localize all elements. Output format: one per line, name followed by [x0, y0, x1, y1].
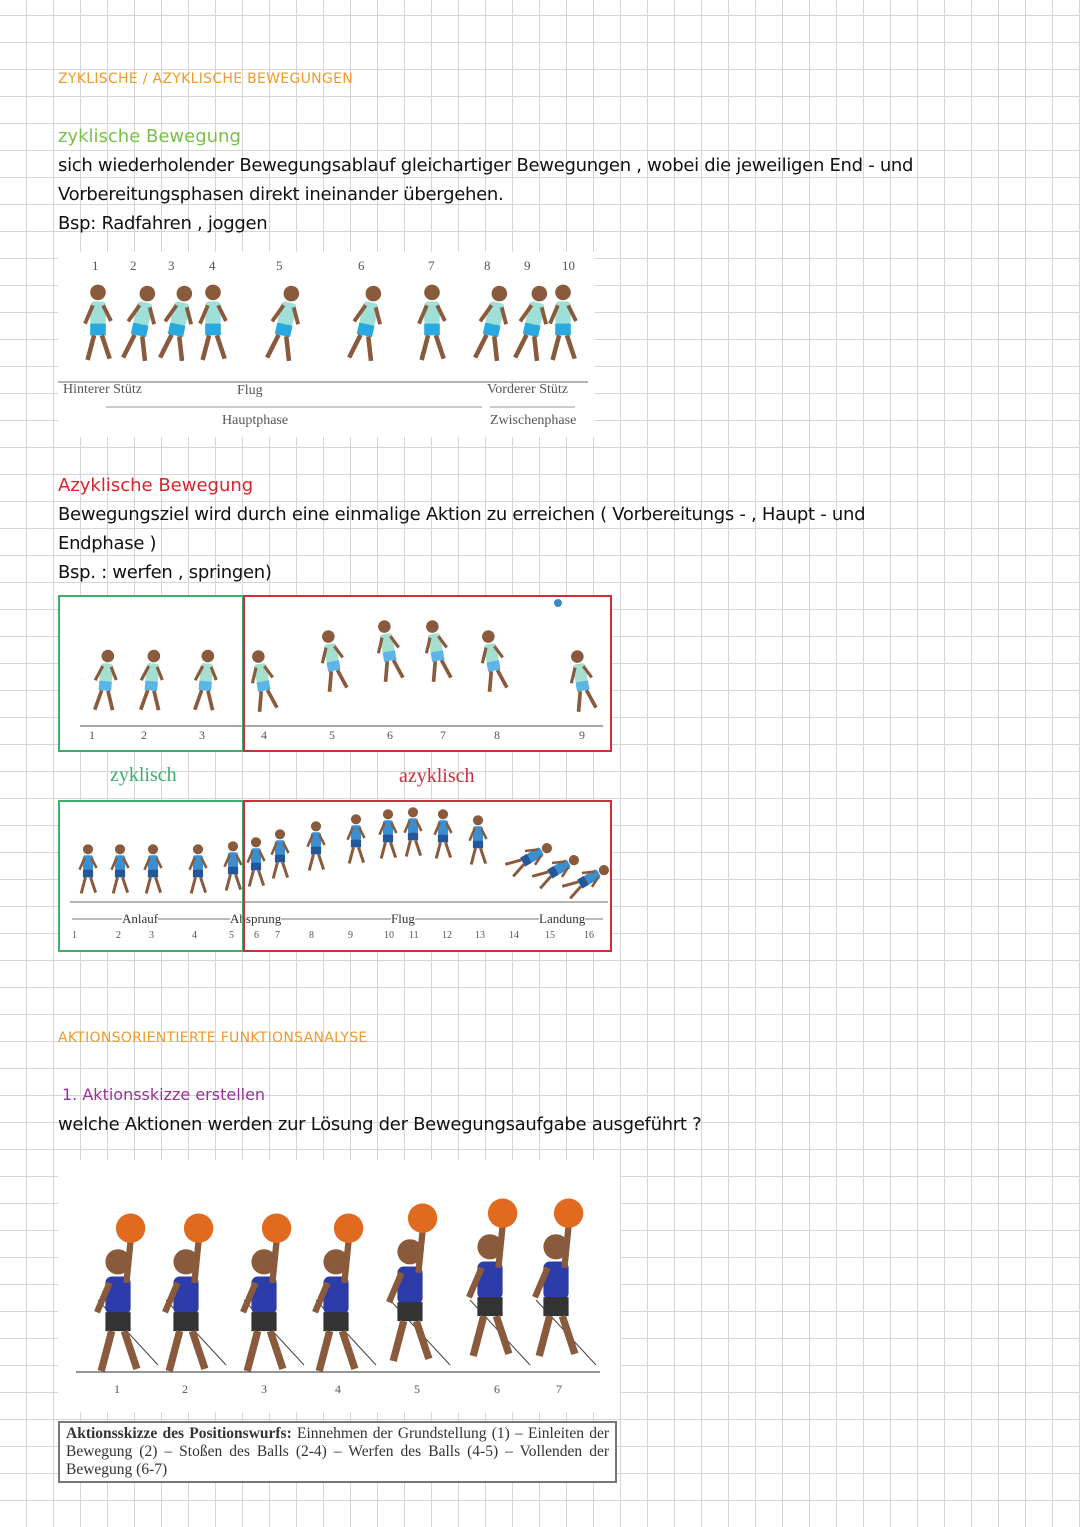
basketball-icon [262, 1214, 291, 1243]
frame-number: 15 [545, 930, 555, 941]
athlete-head [175, 284, 194, 303]
athlete-leg [192, 1331, 205, 1369]
athlete [97, 1214, 145, 1372]
basketball-icon [554, 1199, 583, 1228]
athlete [347, 283, 388, 362]
athlete-shorts [424, 324, 440, 336]
frame-number: 5 [414, 1382, 420, 1396]
frame-number: 9 [348, 930, 353, 941]
athlete [243, 1214, 291, 1372]
athlete [513, 283, 554, 362]
basketball-icon [488, 1199, 517, 1228]
acyclic-heading: Azyklische Bewegung [58, 475, 254, 496]
athlete-head [90, 285, 106, 301]
athlete-shorts [205, 324, 221, 336]
athlete-shorts [173, 1312, 198, 1331]
athlete-head [205, 285, 221, 301]
athlete-leg [319, 1331, 330, 1371]
frame-number: 6 [358, 258, 365, 273]
athlete-leg [160, 333, 171, 359]
athlete-leg [363, 336, 375, 361]
acyclic-definition-line2: Endphase ) [58, 533, 157, 554]
athlete-arm [272, 1241, 276, 1283]
basketball-icon [408, 1204, 437, 1233]
basketball-icon [184, 1214, 213, 1243]
athlete-leg [270, 1331, 283, 1369]
acyclic-frame [243, 800, 612, 952]
phase-run-up: Anlauf [122, 911, 159, 926]
athlete [419, 285, 445, 360]
athlete-arm [126, 1241, 130, 1283]
frame-number: 2 [130, 258, 137, 273]
athlete-shorts [477, 1297, 502, 1316]
frame-number: 13 [475, 930, 485, 941]
frame-number: 6 [494, 1382, 500, 1396]
phase-flight: Flug [391, 911, 415, 926]
frame-number: 11 [409, 930, 419, 941]
frame-number: 2 [116, 930, 121, 941]
athlete [158, 283, 199, 362]
acyclic-definition-line1: Bewegungsziel wird durch eine einmalige Aktion zu erreichen ( Vorbereitungs - , Haupt - und [58, 504, 866, 525]
athlete-shorts [323, 1312, 348, 1331]
athlete-leg [539, 1316, 550, 1356]
athlete-leg [137, 336, 149, 361]
basketball-icon [116, 1214, 145, 1243]
athlete-leg [169, 1331, 180, 1371]
athlete-shirt [205, 302, 221, 325]
running-sequence-figure [58, 252, 595, 437]
athlete-leg [102, 335, 110, 358]
athlete-leg [567, 335, 575, 358]
athlete [315, 1214, 363, 1372]
athlete-leg [529, 336, 541, 361]
phase-landing: Landung [539, 911, 586, 926]
frame-number: 2 [182, 1382, 188, 1396]
frame-number: 1 [89, 728, 95, 742]
frame-number: 4 [209, 258, 216, 273]
athlete-leg [473, 1316, 484, 1356]
frame-number: 7 [428, 258, 435, 273]
athlete [535, 1199, 583, 1357]
figure-caption [58, 1421, 617, 1483]
frame-number: 3 [168, 258, 175, 273]
handball-throw-figure [58, 595, 612, 752]
athlete-leg [124, 1331, 137, 1369]
label-flight: Flug [237, 383, 263, 398]
frame-number: 5 [329, 728, 335, 742]
athlete-shirt [424, 302, 440, 325]
athlete-leg [123, 333, 134, 359]
frame-number: 10 [384, 930, 394, 941]
athlete-leg [217, 335, 225, 358]
frame-number: 5 [229, 930, 234, 941]
athlete-leg [475, 333, 486, 359]
acyclic-frame [243, 595, 612, 752]
frame-number: 4 [261, 728, 267, 742]
athlete [550, 285, 576, 360]
athlete-leg [267, 333, 278, 359]
label-intermediate-phase: Zwischenphase [490, 413, 577, 428]
label-rear-support: Hinterer Stütz [63, 382, 142, 397]
frame-number: 4 [335, 1382, 341, 1396]
athlete-shorts [543, 1297, 568, 1316]
athlete-arm [498, 1226, 502, 1268]
frame-number: 10 [562, 258, 575, 273]
athlete [200, 285, 226, 360]
frame-number: 7 [275, 930, 280, 941]
frame-number: 3 [199, 728, 205, 742]
athlete-head [282, 284, 301, 303]
frame-number: 4 [192, 930, 197, 941]
athlete-leg [489, 336, 501, 361]
frame-number: 1 [114, 1382, 120, 1396]
athlete-shorts [397, 1302, 422, 1321]
athlete-head [424, 285, 440, 301]
label-main-phase: Hauptphase [222, 413, 289, 428]
cyclic-frame [58, 595, 244, 752]
athlete-leg [342, 1331, 355, 1369]
athlete-shorts [251, 1312, 276, 1331]
athlete [121, 283, 162, 362]
athlete-leg [553, 335, 560, 360]
athlete [473, 283, 514, 362]
athlete [85, 285, 111, 360]
frame-number: 9 [524, 258, 531, 273]
athlete [469, 1199, 517, 1357]
label-front-support: Vorderer Stütz [487, 382, 568, 397]
athlete-shorts [555, 324, 571, 336]
athlete-arm [564, 1226, 568, 1268]
frame-number: 5 [276, 258, 283, 273]
label-azyklisch: azyklisch [399, 765, 475, 787]
athlete-leg [562, 1316, 575, 1354]
athlete-head [555, 285, 571, 301]
athlete-head [138, 284, 157, 303]
athlete-leg [281, 336, 293, 361]
frame-number: 8 [494, 728, 500, 742]
label-zyklisch: zyklisch [110, 764, 177, 786]
cyclic-example: Bsp: Radfahren , joggen [58, 213, 268, 234]
athlete-arm [418, 1231, 422, 1273]
athlete-shirt [90, 302, 106, 325]
frame-number: 1 [72, 930, 77, 941]
athlete-shorts [105, 1312, 130, 1331]
athlete-leg [496, 1316, 509, 1354]
step-heading: 1. Aktionsskizze erstellen [62, 1085, 266, 1104]
athlete-leg [101, 1331, 112, 1371]
basketball-shot-figure [58, 1160, 620, 1412]
athlete-shorts [90, 324, 106, 336]
caption-text: Einnehmen der Grundstellung (1) – Einleiten der Bewegung (2) – Stoßen des Balls (2-4) – Werfen des Balls (4-5) – Vollenden der Bewegung (6-7) [66, 1425, 609, 1478]
frame-number: 9 [579, 728, 585, 742]
athlete [265, 283, 306, 362]
section-title-cyclic-acyclic: ZYKLISCHE / AZYKLISCHE BEWEGUNGEN [58, 71, 353, 87]
athlete-leg [349, 333, 360, 359]
frame-number: 3 [261, 1382, 267, 1396]
long-jump-figure [58, 800, 612, 952]
frame-number: 12 [442, 930, 452, 941]
athlete [165, 1214, 213, 1372]
cyclic-definition-line1: sich wiederholender Bewegungsablauf gleichartiger Bewegungen , wobei die jeweiligen End - und [58, 155, 914, 176]
athlete-head [364, 284, 383, 303]
cyclic-frame [58, 800, 244, 952]
frame-number: 8 [484, 258, 491, 273]
frame-number: 2 [141, 728, 147, 742]
athlete-leg [393, 1321, 404, 1361]
athlete-leg [88, 335, 95, 360]
athlete-head [530, 284, 549, 303]
frame-number: 16 [584, 930, 594, 941]
athlete-head [490, 284, 509, 303]
athlete [389, 1204, 437, 1362]
section-title-action-analysis: AKTIONSORIENTIERTE FUNKTIONSANALYSE [58, 1030, 368, 1046]
athlete-arm [344, 1241, 348, 1283]
cyclic-definition-line2: Vorbereitungsphasen direkt ineinander übergehen. [58, 184, 504, 205]
athlete-arm [194, 1241, 198, 1283]
frame-number: 7 [556, 1382, 562, 1396]
frame-number: 6 [254, 930, 259, 941]
step-question: welche Aktionen werden zur Lösung der Bewegungsaufgabe ausgeführt ? [58, 1114, 702, 1135]
cyclic-heading: zyklische Bewegung [58, 126, 241, 147]
athlete-shirt [555, 302, 571, 325]
athlete-leg [174, 336, 186, 361]
frame-number: 8 [309, 930, 314, 941]
frame-number: 14 [509, 930, 519, 941]
acyclic-example: Bsp. : werfen , springen) [58, 562, 272, 583]
caption-bold: Aktionsskizze des Positionswurfs: [66, 1425, 292, 1442]
athlete-leg [436, 335, 444, 358]
frame-number: 3 [149, 930, 154, 941]
frame-number: 7 [440, 728, 446, 742]
frame-number: 1 [92, 258, 99, 273]
athlete-leg [247, 1331, 258, 1371]
phase-takeoff: Absprung [230, 911, 282, 926]
athlete-leg [203, 335, 210, 360]
athlete-leg [515, 333, 526, 359]
athlete-leg [422, 335, 429, 360]
frame-number: 6 [387, 728, 393, 742]
basketball-icon [334, 1214, 363, 1243]
